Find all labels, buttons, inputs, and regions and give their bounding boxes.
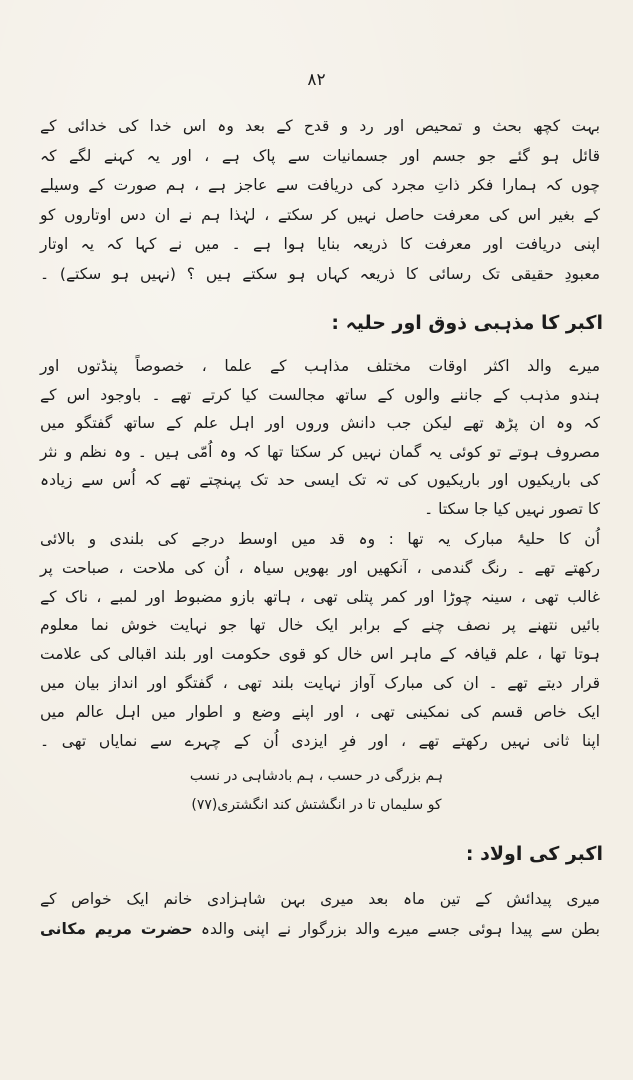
section-heading-religious-taste: اکبر کا مذہبی ذوق اور حلیہ : <box>331 312 603 334</box>
paragraph-4 <box>40 884 600 944</box>
text-line: بائیں نتھنے پر نصف چنے کے برابر ایک خال تھا جو نہایت خوش نما معلوم <box>40 616 600 635</box>
couplet-line-1: ہم بزرگی در حسب ، ہم بادشاہی در نسب <box>189 768 444 784</box>
text-line: قرار دیتے تھے ۔ ان کی مبارک آواز نہایت بلند تھی ، گفتگو اور انداز بیان میں <box>40 673 600 692</box>
text-line: اپنا ثانی نہیں رکھتے تھے ، اور فرِ ایزدی اُن کے چہرے سے نمایاں تھی ۔ <box>40 731 600 750</box>
paragraph-2 <box>40 352 600 523</box>
text-line: کا تصور نہیں کیا جا سکتا ۔ <box>424 499 600 518</box>
text-line: میرے والد اکثر اوقات مختلف مذاہب کے علما ، خصوصاً پنڈتوں اور <box>40 357 600 375</box>
section-heading-children: اکبر کی اولاد : <box>465 843 603 865</box>
paragraph-1 <box>40 112 600 289</box>
page-number: ۸۲ <box>307 70 326 90</box>
text-line: معبودِ حقیقی تک رسائی کا ذریعہ کہاں ہو سکتے ہیں ؟ (نہیں ہو سکتے) ۔ <box>40 264 600 283</box>
text-line: غالب تھی ، سینہ چوڑا اور کمر پتلی تھی ، ہاتھ بازو مضبوط اور لمبے ، ناک کے <box>40 587 600 606</box>
text-line: قائل ہو گئے جو جسم اور جسمانیات سے پاک ہے ، اور یہ کہنے لگے کہ <box>40 146 600 165</box>
text-line: مصروف ہوتے تو کوئی یہ گمان نہیں کر سکتا تھا کہ وہ اُمّی ہیں ۔ وہ نظم و نثر <box>40 442 600 461</box>
paragraph-3 <box>40 525 600 755</box>
text-line: چوں کہ ہمارا فکر ذاتِ مجرد کی دریافت سے عاجز ہے ، ہم صورت کے وسیلے <box>40 176 600 194</box>
text-line: ہوتا تھا ، علم قیافہ کے ماہر اس خال کو قوی حکومت اور بلند اقبالی کی علامت <box>40 645 600 664</box>
text-line: ہندو مذہب کے جاننے والوں کے ساتھ مجالست کیا کرتے تھے ۔ باوجود اس کے <box>40 385 600 404</box>
text-line: اُن کا حلیۂ مبارک یہ تھا : وہ قد میں اوسط درجے کی بلندی و بالائی <box>40 530 600 548</box>
text-line: کے بغیر اس کی معرفت حاصل نہیں کر سکتے ، لہٰذا ہم نے ان دس اوتاروں کو <box>40 205 600 224</box>
text-line: میری پیدائش کے تین ماہ بعد میری بہن شاہزادی خانم ایک خواص کے <box>40 890 600 908</box>
text-fragment: بطن سے پیدا ہوئی جسے میرے والد بزرگوار نے اپنی والدہ <box>200 920 600 938</box>
text-line: کی باریکیوں اور باریکیوں کی تہ تک ایسی حد تک پہنچتے تھے کہ اُس سے زیادہ <box>40 471 600 489</box>
text-line: ایک خاص قسم کی نمکینی تھی ، اور اپنے وضع و اطوار میں اہل عالم میں <box>40 702 600 721</box>
text-line: اپنی دریافت اور معرفت کا ذریعہ بنایا ہوا ہے ۔ میں نے کہا کہ یہ اوتار <box>40 235 600 253</box>
text-line: رکھتے تھے ۔ رنگ گندمی ، آنکھیں اور بھویں سیاہ ، اُن کی ملاحت ، صباحت پر <box>40 558 600 577</box>
text-line: کہ وہ ان پڑھ تھے لیکن جب دانش وروں اور اہل علم کے ساتھ گفتگو میں <box>40 414 600 432</box>
emphasis-name: حضرت مریم مکانی <box>40 920 193 938</box>
text-line: بہت کچھ بحث و تمحیص اور رد و قدح کے بعد وہ اس خدا کی خدائی کے <box>40 117 600 135</box>
couplet-line-2: کو سلیماں تا در انگشتش کند انگشتری(۷۷) <box>191 797 442 813</box>
text-line-with-emphasis <box>40 914 600 944</box>
